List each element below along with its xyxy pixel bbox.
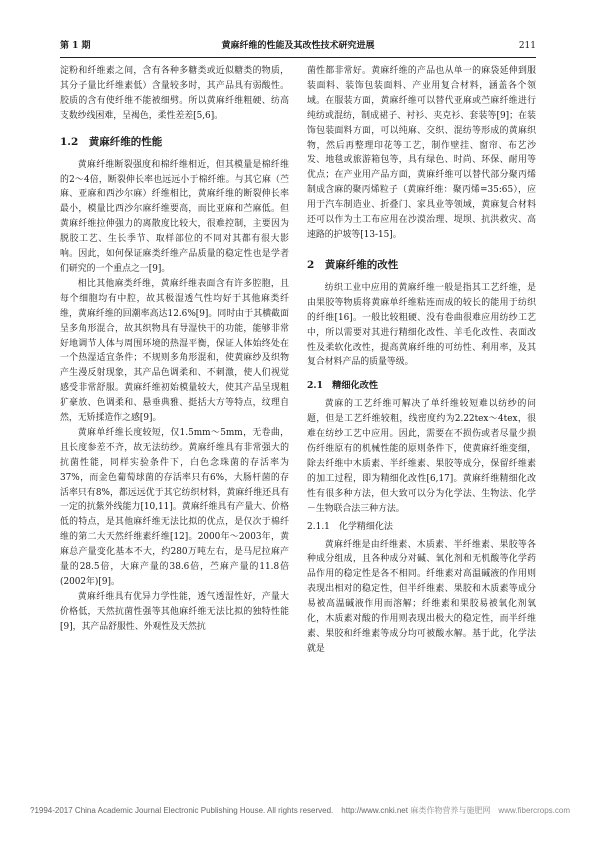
section-2-intro: 纺织工业中应用的黄麻纤维一般是指其工艺纤维，是由果胶等物质将黄麻单纤维粘连而成的较长的能用于纺织的纤维[16]。一般比较粗硬、没有卷曲很难应用纺纱工艺中，所以需要对其进行精细化改性、羊毛化改性、表面改性及柔软化改性，提高黄麻纤维的可纺性、利用率，及其复合材料产品的质量等级。: [307, 282, 536, 368]
subsection-heading-2-1: 2.1 精细化改性: [307, 380, 379, 392]
section-heading-1-2: 1.2 黄麻纤维的性能: [60, 135, 163, 148]
left-column: [60, 64, 289, 794]
paragraph-strength: 黄麻纤维断裂强度和棉纤维相近，但其模量是棉纤维的2～4倍，断裂伸长率也远远小于棉纤维。与其它麻（苎麻、亚麻和西沙尔麻）纤维相比，黄麻纤维的断裂伸长率最小，模量比西沙尔麻纤维要高，而比亚麻和苎麻低。但黄麻纤维拉伸强力的离散度比较大，很难控制，主要因为脱胶工艺、生长季节、取样部位的不同对其都有很大影响。因此，如何保证麻类纤维产品质量的稳定性也是学者们研究的一个重点之一[9]。: [60, 159, 289, 274]
intro-paragraph: 淀粉和纤维素之间，含有各种多糖类或近似糖类的物质，其分子量比纤维素低）含量较多时，其产品具有弱酸性。胶质的含有使纤维不能被细劈。所以黄麻纤维粗硬、纺高支数纱线困难，呈褐色，柔性差差[5,6]。: [60, 66, 289, 121]
chemical-method-paragraph: 黄麻纤维是由纤维素、木质素、半纤维素、果胶等各种成分组成，且各种成分对碱、氧化剂和无机酸等化学药品作用的稳定性是各不相同。纤维素对高温碱液的作用则表现出相对的稳定性，但半纤维素、果胶和木质素等成分易被高温碱液作用而溶解；纤维素和果胶易被氧化剂氧化，木质素对酸的作用则表现出极大的稳定性，而半纤维素、果胶和纤维素等成分均可被酸水解。基于此，化学法就是: [307, 539, 536, 654]
header-rule: [60, 57, 536, 58]
paragraph-properties: 黄麻纤维具有优异力学性能，透气透湿性好，产量大价格低，天然抗菌性强等其他麻纤维无法比拟的独特性能[9]，其产品舒服性、外观性及天然抗: [60, 591, 289, 632]
running-header: [60, 38, 536, 54]
page-number: 211: [518, 41, 536, 51]
continuation-paragraph: 菌性都非常好。黄麻纤维的产品也从单一的麻袋延伸到服装面料、装饰包装面料、产业用复合材料，涵盖各个领域。在服装方面，黄麻纤维可以替代亚麻或苎麻纤维进行纯纺或混纺，制成裙子、衬衫、夹克衫、套装等[9]；在装饰包装面料方面，可以纯麻、交织、混纺等形成的黄麻织物，然后再整理印花等工艺，制作壁挂、窗帘、布艺沙发、地毯或旅游箱包等，具有绿色、时尚、环保、耐用等优点；在产业用产品方面，黄麻纤维可以替代部分聚丙烯制成含麻的聚丙烯粒子（黄麻纤维：聚丙烯=35:65），应用于汽车制造业、折叠门、家具业等领域，黄麻复合材料还可以作为土工布应用在沙漠治理、堤坝、抗洪救灾、高速路的护坡等[13-15]。: [307, 66, 536, 240]
subsection-2-1-text: 黄麻的工艺纤维可解决了单纤维较短难以纺纱的问题，但是工艺纤维较粗，线密度约为2.22tex～4tex，很难在纺纱工艺中应用。因此，需要在不损伤或者尽量少损伤纤维原有的机械性能的原则条件下，使黄麻纤维变细，除去纤维中木质素、半纤维素、果胶等成分，保留纤维素的加工过程，即为精细化改性[6,17]。黄麻纤维精细化改性有很多种方法，但大致可以分为化学法、生物法、化学－生物联合法三种方法。: [307, 399, 536, 514]
paragraph-moisture: 相比其他麻类纤维，黄麻纤维表面含有许多腔胞，且每个细胞均有中腔，故其极湿透气性均好于其他麻类纤维，黄麻纤维的回潮率高达12.6%[9]。同时由于其横截面呈多角形混合，故其织物具有导湿快干的功能，能够非常好地调节人体与周围环境的热湿平衡，保证人体始终处在一个热湿适宜条件；不规则多角形混和，使黄麻纱及织物产生漫反射现象，其产品色调柔和、不刺激，使人们视觉感受非常舒服。黄麻纤维初始模量较大，使其产品呈现粗犷豪放、色调柔和、悬垂典雅、挺括大方等特点，纹理自然，无矫揉造作之感[9]。: [60, 278, 289, 424]
copyright-notice: ?1994-2017 China Academic Journal Electronic Publishing House. All rights reserved. http://www.cnki.net: [30, 806, 408, 815]
paragraph-antibacterial: 黄麻单纤维长度较短，仅1.5mm～5mm，无卷曲，且长度参差不齐，故无法纺纱。黄麻纤维具有非常强大的抗菌性能，同样实验条件下，白色念珠菌的存活率为37%，而金色葡萄球菌的存活率只有6%，大肠杆菌的存活率只有8%，都远远优于其它纺织材料，黄麻纤维还具有一定的抗紫外线能力[10,11]。黄麻纤维具有产量大、价格低的特点，是其他麻纤维无法比拟的优点，是仅次于棉纤维的第二大天然纤维素纤维[12]。2000年～2003年，黄麻总产量变化基本不大，约280万吨左右，是马尼拉麻产量的28.5倍，大麻产量的38.6倍，苎麻产量的11.8倍(2002年)[9]。: [60, 427, 289, 587]
journal-article-title: 黄麻纤维的性能及其改性技术研究进展: [221, 41, 375, 51]
right-column: [307, 64, 536, 794]
section-heading-2: 2 黄麻纤维的改性: [307, 258, 399, 271]
subsubsection-heading-2-1-1: 2.1.1 化学精细化法: [307, 521, 393, 532]
site-watermark: 麻类作物营养与施肥网 www.fibercrops.com: [410, 806, 570, 815]
page-footer: [30, 805, 570, 819]
issue-label: 第 1 期: [60, 41, 91, 51]
